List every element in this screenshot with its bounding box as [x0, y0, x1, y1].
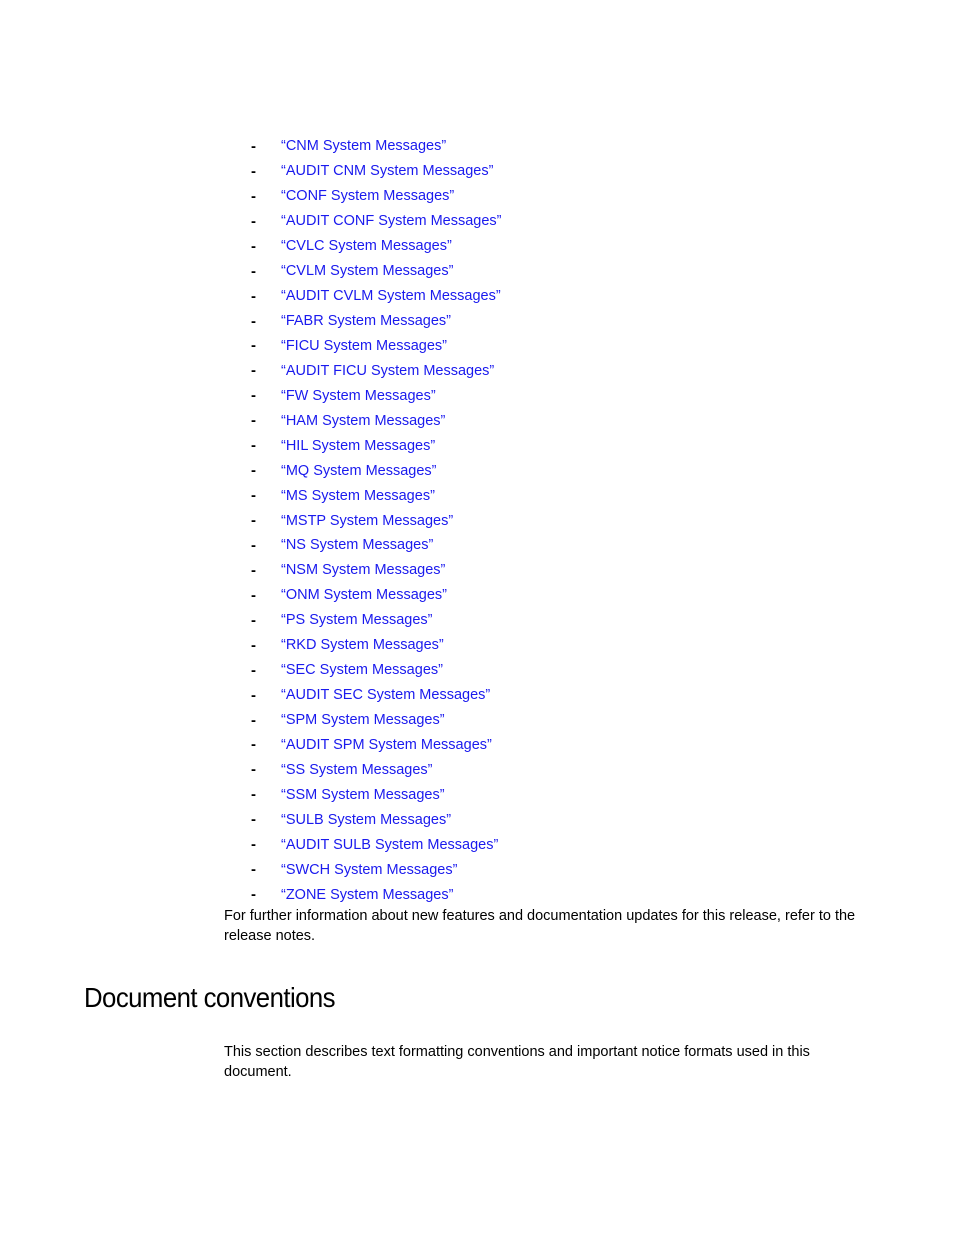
bullet-dash: - [251, 137, 256, 155]
list-item [251, 234, 502, 259]
list-item [251, 209, 502, 234]
bullet-dash: - [251, 187, 256, 205]
bullet-dash: - [251, 337, 256, 355]
bullet-dash: - [251, 811, 256, 829]
link-zone[interactable]: “ZONE System Messages” [281, 886, 454, 903]
list-item [251, 284, 502, 309]
list-item [251, 408, 502, 433]
list-item [251, 259, 502, 284]
list-item [251, 658, 502, 683]
bullet-dash: - [251, 886, 256, 904]
bullet-dash: - [251, 786, 256, 804]
list-item [251, 483, 502, 508]
list-item [251, 433, 502, 458]
list-item [251, 733, 502, 758]
link-fw[interactable]: “FW System Messages” [281, 387, 436, 404]
bullet-dash: - [251, 636, 256, 654]
bullet-dash: - [251, 861, 256, 879]
list-item [251, 134, 502, 159]
bullet-dash: - [251, 512, 256, 530]
link-ms[interactable]: “MS System Messages” [281, 487, 435, 504]
link-fabr[interactable]: “FABR System Messages” [281, 313, 452, 330]
link-audit-conf[interactable]: “AUDIT CONF System Messages” [281, 213, 502, 230]
bullet-dash: - [251, 312, 256, 330]
bullet-dash: - [251, 212, 256, 230]
bullet-dash: - [251, 561, 256, 579]
link-ns[interactable]: “NS System Messages” [281, 537, 434, 554]
bullet-dash: - [251, 661, 256, 679]
bullet-dash: - [251, 412, 256, 430]
list-item [251, 882, 502, 907]
bullet-dash: - [251, 487, 256, 505]
link-conf[interactable]: “CONF System Messages” [281, 188, 455, 205]
bullet-dash: - [251, 287, 256, 305]
list-item [251, 334, 502, 359]
link-sulb[interactable]: “SULB System Messages” [281, 811, 452, 828]
list-item [251, 184, 502, 209]
message-link-list [251, 134, 502, 907]
list-item [251, 358, 502, 383]
link-swch[interactable]: “SWCH System Messages” [281, 861, 458, 878]
link-audit-cvlm[interactable]: “AUDIT CVLM System Messages” [281, 288, 501, 305]
bullet-dash: - [251, 736, 256, 754]
list-item [251, 558, 502, 583]
link-mstp[interactable]: “MSTP System Messages” [281, 512, 454, 529]
further-info-paragraph: For further information about new features and documentation updates for this release, refer to the release notes. [224, 908, 856, 944]
bullet-dash: - [251, 462, 256, 480]
list-item [251, 683, 502, 708]
list-item [251, 309, 502, 334]
link-ham[interactable]: “HAM System Messages” [281, 412, 446, 429]
section-intro-paragraph: This section describes text formatting conventions and important notice formats used in this document. [224, 1044, 810, 1080]
bullet-dash: - [251, 586, 256, 604]
list-item [251, 608, 502, 633]
list-item [251, 383, 502, 408]
list-item [251, 807, 502, 832]
bullet-dash: - [251, 237, 256, 255]
link-audit-cnm[interactable]: “AUDIT CNM System Messages” [281, 163, 494, 180]
link-hil[interactable]: “HIL System Messages” [281, 437, 436, 454]
link-ss[interactable]: “SS System Messages” [281, 761, 433, 778]
list-item [251, 159, 502, 184]
link-rkd[interactable]: “RKD System Messages” [281, 637, 444, 654]
bullet-dash: - [251, 437, 256, 455]
bullet-dash: - [251, 711, 256, 729]
list-item [251, 633, 502, 658]
link-cvlm[interactable]: “CVLM System Messages” [281, 263, 454, 280]
bullet-dash: - [251, 836, 256, 854]
list-item [251, 583, 502, 608]
list-item [251, 458, 502, 483]
link-audit-spm[interactable]: “AUDIT SPM System Messages” [281, 736, 492, 753]
link-ssm[interactable]: “SSM System Messages” [281, 786, 445, 803]
bullet-dash: - [251, 387, 256, 405]
link-audit-sulb[interactable]: “AUDIT SULB System Messages” [281, 836, 499, 853]
bullet-dash: - [251, 262, 256, 280]
list-item [251, 782, 502, 807]
bullet-dash: - [251, 761, 256, 779]
list-item [251, 757, 502, 782]
link-onm[interactable]: “ONM System Messages” [281, 587, 447, 604]
bullet-dash: - [251, 686, 256, 704]
link-audit-sec[interactable]: “AUDIT SEC System Messages” [281, 687, 491, 704]
list-item [251, 832, 502, 857]
list-item [251, 857, 502, 882]
bullet-dash: - [251, 162, 256, 180]
list-item [251, 708, 502, 733]
link-nsm[interactable]: “NSM System Messages” [281, 562, 446, 579]
section-heading: Document conventions [84, 982, 336, 1013]
list-item [251, 508, 502, 533]
list-item [251, 533, 502, 558]
link-cnm[interactable]: “CNM System Messages” [281, 138, 447, 155]
link-ficu[interactable]: “FICU System Messages” [281, 337, 447, 354]
link-spm[interactable]: “SPM System Messages” [281, 712, 445, 729]
bullet-dash: - [251, 536, 256, 554]
link-ps[interactable]: “PS System Messages” [281, 612, 433, 629]
bullet-dash: - [251, 362, 256, 380]
link-cvlc[interactable]: “CVLC System Messages” [281, 238, 452, 255]
link-mq[interactable]: “MQ System Messages” [281, 462, 437, 479]
bullet-dash: - [251, 611, 256, 629]
link-audit-ficu[interactable]: “AUDIT FICU System Messages” [281, 362, 495, 379]
link-sec[interactable]: “SEC System Messages” [281, 662, 443, 679]
